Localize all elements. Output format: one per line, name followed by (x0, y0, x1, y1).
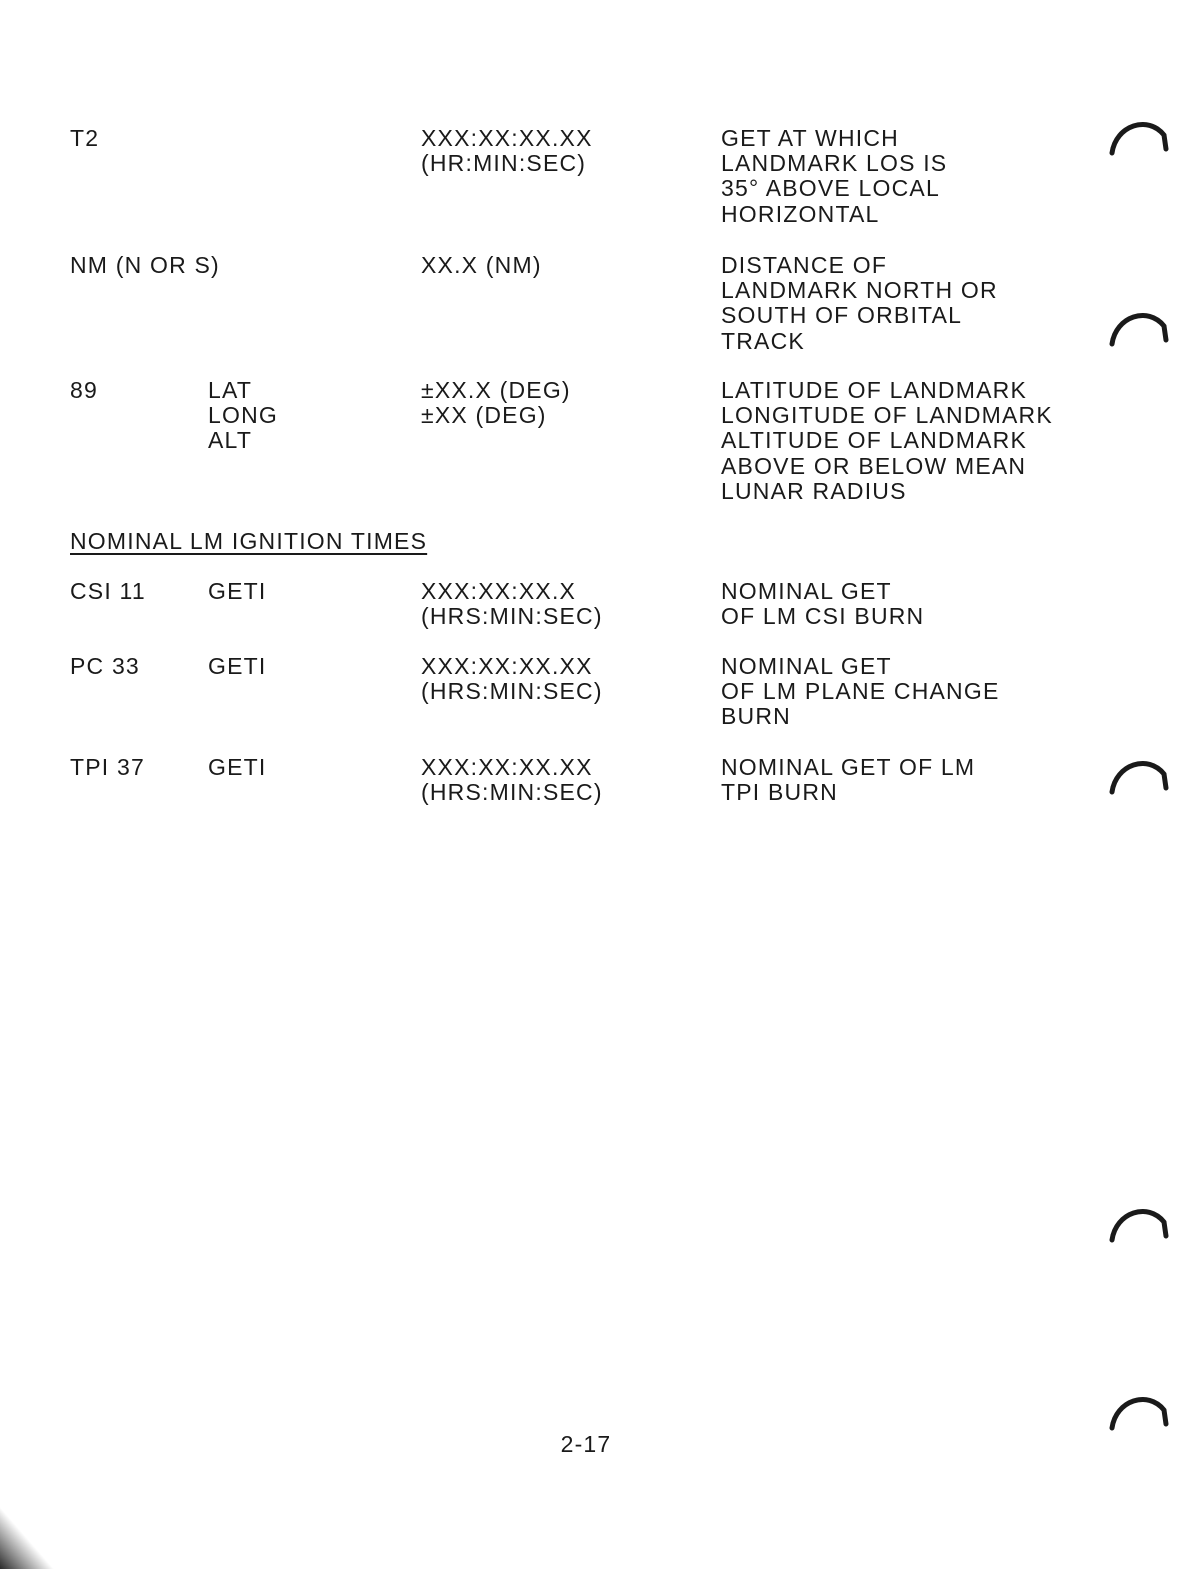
binder-hole-icon (1108, 113, 1170, 159)
row-pc-description: NOMINAL GET OF LM PLANE CHANGE BURN (721, 653, 1000, 730)
row-pc-geti: GETI (208, 653, 267, 679)
row-csi-format: XXX:XX:XX.X (HRS:MIN:SEC) (421, 578, 603, 630)
section-heading: NOMINAL LM IGNITION TIMES (70, 528, 428, 554)
row-pc-param: PC 33 (70, 653, 140, 679)
row-t2-format: XXX:XX:XX.XX (HR:MIN:SEC) (421, 125, 593, 177)
binder-hole-icon (1108, 304, 1170, 350)
row-89-description: LATITUDE OF LANDMARK LONGITUDE OF LANDMARK ALTITUDE OF LANDMARK ABOVE OR BELOW MEAN LUNAR RADIUS (721, 377, 1053, 504)
row-csi-param: CSI 11 (70, 578, 146, 604)
binder-hole-icon (1108, 1200, 1170, 1246)
row-tpi-format: XXX:XX:XX.XX (HRS:MIN:SEC) (421, 754, 603, 806)
row-tpi-geti: GETI (208, 754, 267, 780)
row-t2-param: T2 (70, 125, 100, 151)
row-pc-format: XXX:XX:XX.XX (HRS:MIN:SEC) (421, 653, 603, 705)
scan-edge-shadow (0, 1500, 60, 1569)
row-csi-description: NOMINAL GET OF LM CSI BURN (721, 578, 925, 630)
row-89-subparams: LAT LONG ALT (208, 377, 278, 454)
binder-hole-icon (1108, 1388, 1170, 1434)
row-t2-description: GET AT WHICH LANDMARK LOS IS 35° ABOVE LOCAL HORIZONTAL (721, 125, 948, 227)
row-89-format: ±XX.X (DEG) ±XX (DEG) (421, 377, 571, 429)
row-tpi-description: NOMINAL GET OF LM TPI BURN (721, 754, 976, 806)
row-nm-format: XX.X (NM) (421, 252, 542, 278)
binder-hole-icon (1108, 752, 1170, 798)
row-tpi-param: TPI 37 (70, 754, 145, 780)
row-csi-geti: GETI (208, 578, 267, 604)
row-89-param: 89 (70, 377, 98, 403)
row-nm-description: DISTANCE OF LANDMARK NORTH OR SOUTH OF ORBITAL TRACK (721, 252, 998, 354)
page-number: 2-17 (560, 1431, 612, 1457)
row-nm-param: NM (N OR S) (70, 252, 220, 278)
